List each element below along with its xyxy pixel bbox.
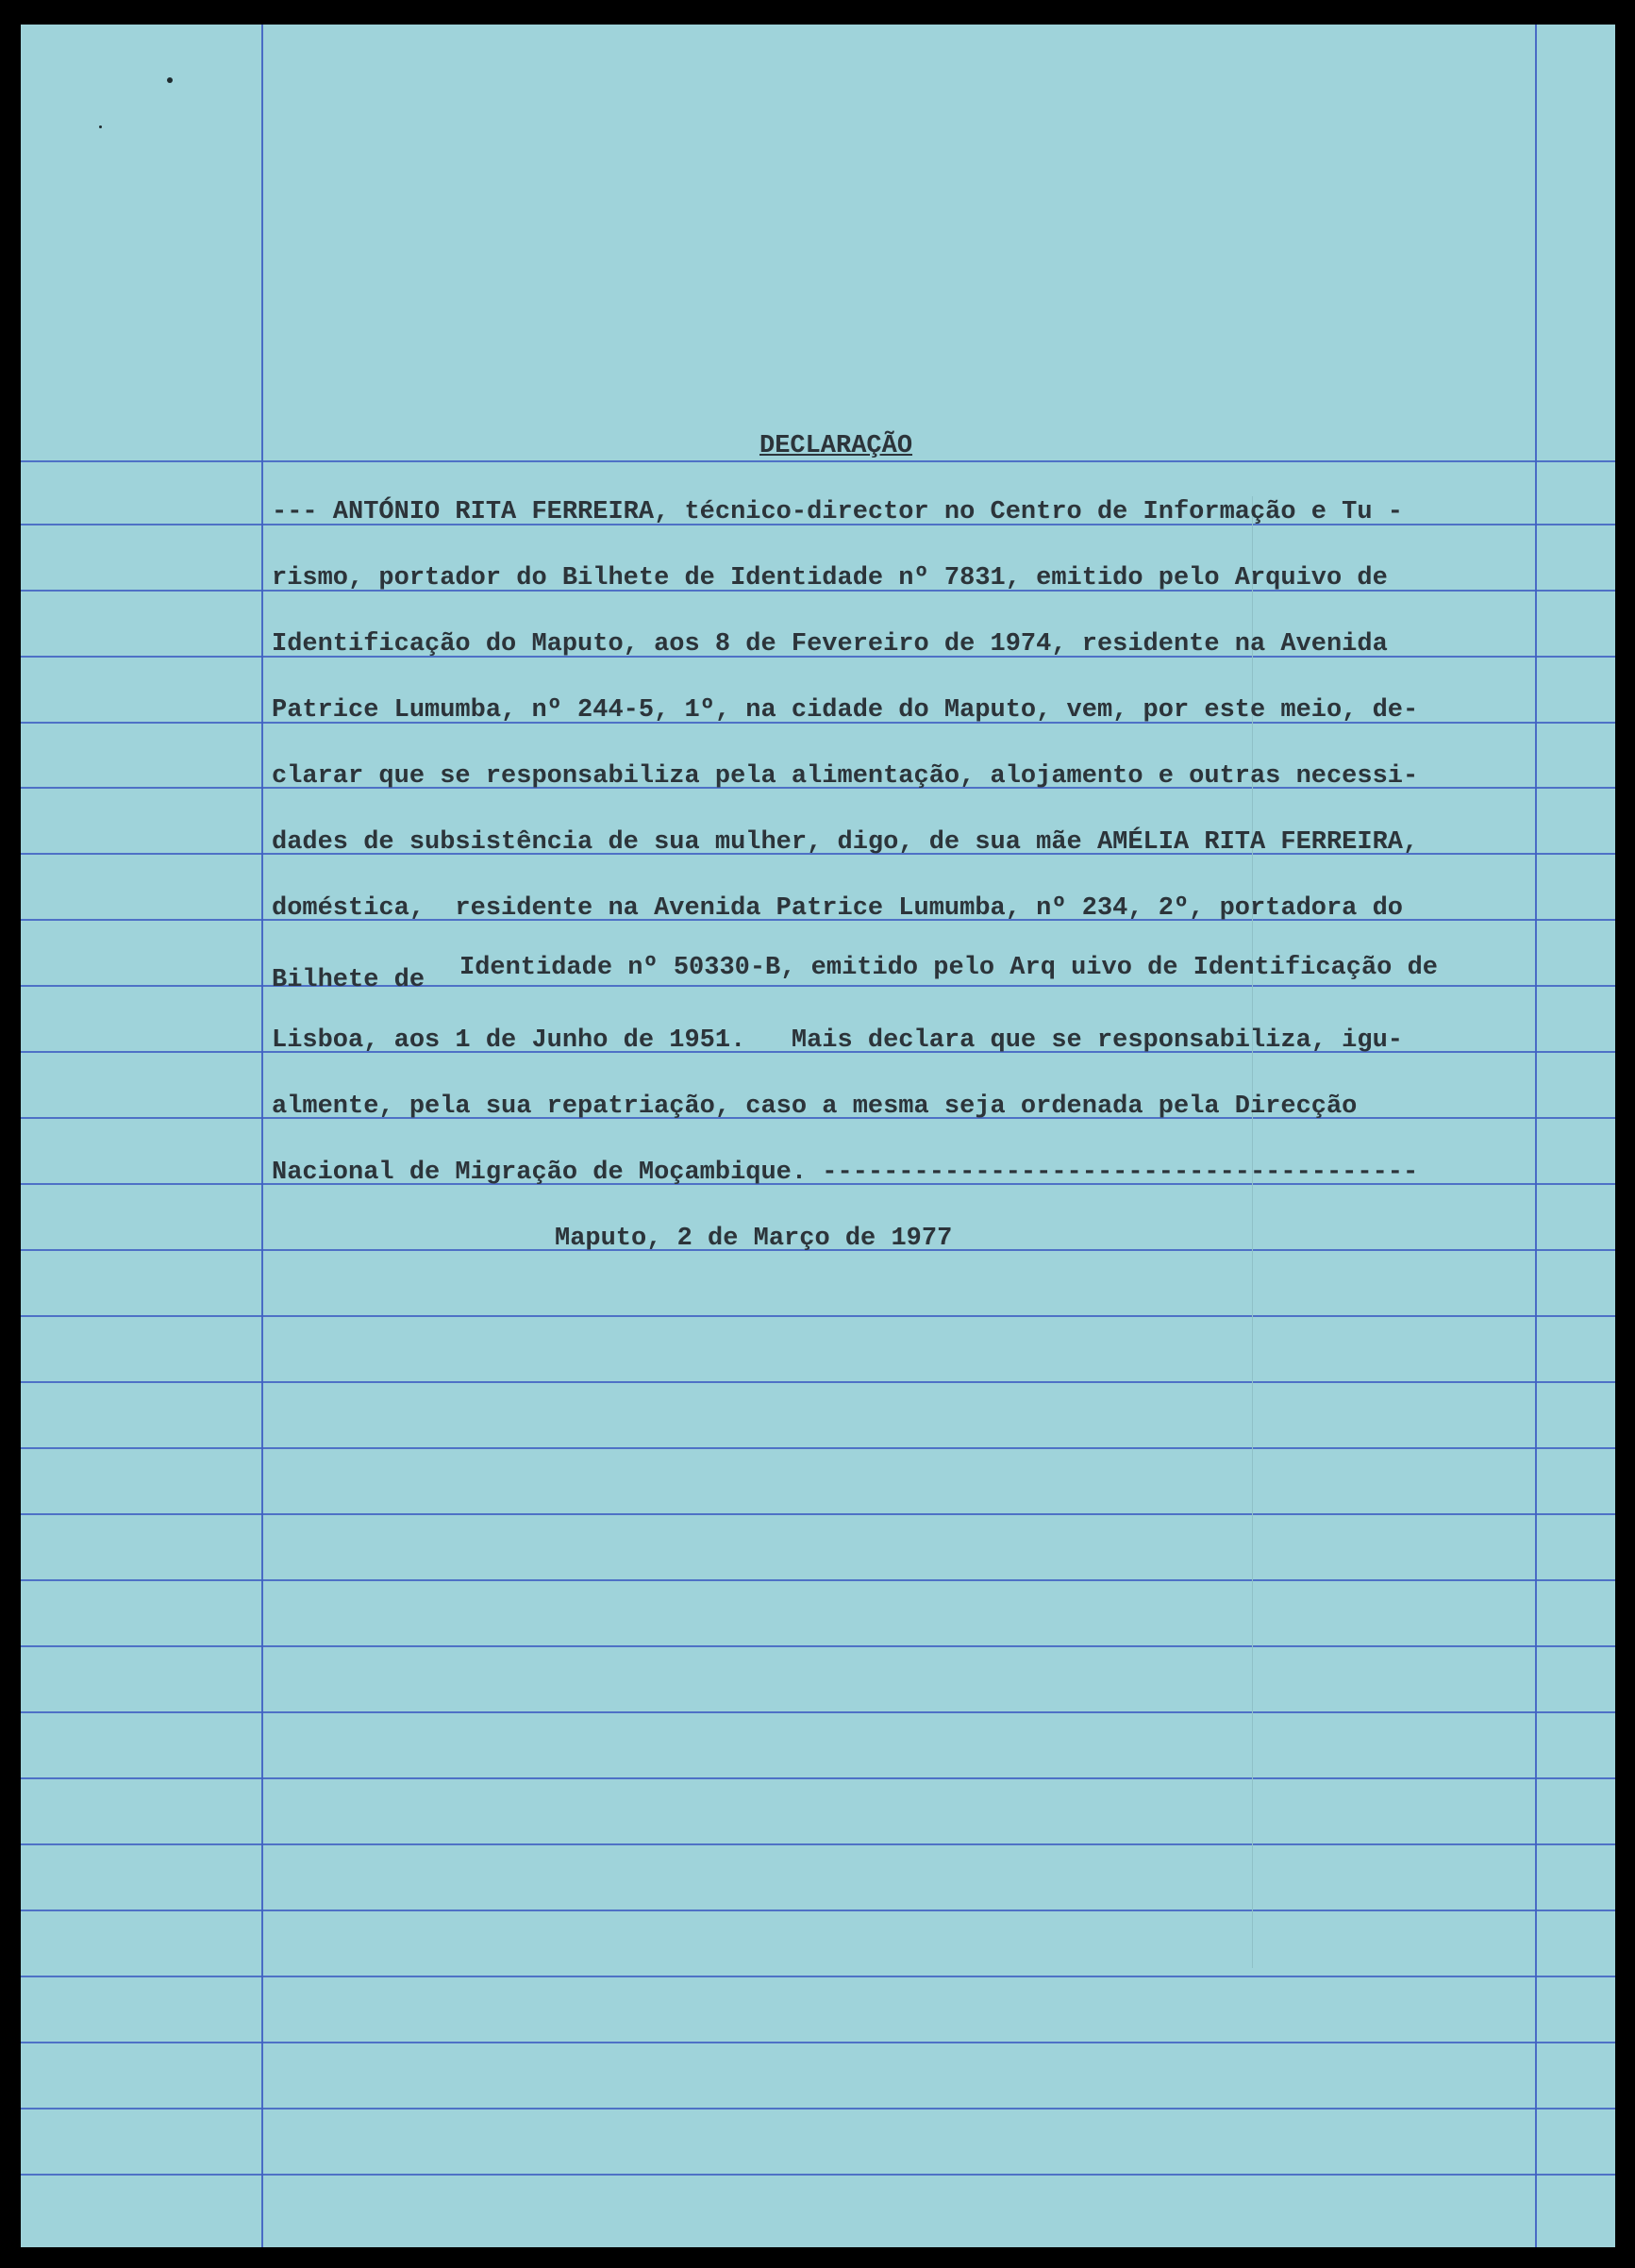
ruled-line [21, 2174, 1615, 2176]
body-line-8: Identidade nº 50330-B, emitido pelo Arq uivo de Identificação de [459, 954, 1438, 982]
declaration-title: DECLARAÇÃO [759, 432, 913, 460]
ruled-line [21, 1843, 1615, 1845]
ink-spot [167, 77, 173, 83]
ruled-line [21, 1777, 1615, 1779]
ruled-line [21, 1976, 1615, 1977]
ruled-line [21, 460, 1615, 462]
ruled-line [21, 1315, 1615, 1317]
ruled-line [21, 1579, 1615, 1581]
body-line-10: almente, pela sua repatriação, caso a mesma seja ordenada pela Direcção [272, 1092, 1358, 1121]
body-line-3: Identificação do Maputo, aos 8 de Fevereiro de 1974, residente na Avenida [272, 630, 1388, 659]
body-line-6: dades de subsistência de sua mulher, digo, de sua mãe AMÉLIA RITA FERREIRA, [272, 828, 1419, 857]
body-line-11: Nacional de Migração de Moçambique. --------------------------------------- [272, 1159, 1419, 1187]
ruled-line [21, 2042, 1615, 2043]
ruled-line [21, 1381, 1615, 1383]
ink-spot [99, 125, 102, 128]
body-line-4: Patrice Lumumba, nº 244-5, 1º, na cidade do Maputo, vem, por este meio, de- [272, 696, 1419, 725]
ruled-line [21, 1447, 1615, 1449]
body-line-2: rismo, portador do Bilhete de Identidade nº 7831, emitido pelo Arquivo de [272, 564, 1388, 592]
body-line-7: doméstica, residente na Avenida Patrice Lumumba, nº 234, 2º, portadora do [272, 894, 1403, 923]
ruled-line [21, 1513, 1615, 1515]
body-line-5: clarar que se responsabiliza pela alimentação, alojamento e outras necessi- [272, 762, 1419, 791]
ruled-line [21, 2108, 1615, 2110]
right-margin-line [1535, 25, 1537, 2247]
ruled-line [21, 1711, 1615, 1713]
ruled-line [21, 985, 1615, 987]
ruled-line [21, 1909, 1615, 1911]
declaration-page [21, 25, 1615, 2247]
place-and-date: Maputo, 2 de Março de 1977 [555, 1225, 953, 1253]
body-line-9: Lisboa, aos 1 de Junho de 1951. Mais declara que se responsabiliza, igu- [272, 1026, 1403, 1055]
ruled-line [21, 1645, 1615, 1647]
body-line-1: --- ANTÓNIO RITA FERREIRA, técnico-director no Centro de Informação e Tu - [272, 498, 1403, 526]
body-line-8-prefix: Bilhete de [272, 966, 425, 994]
left-margin-line [261, 25, 263, 2247]
